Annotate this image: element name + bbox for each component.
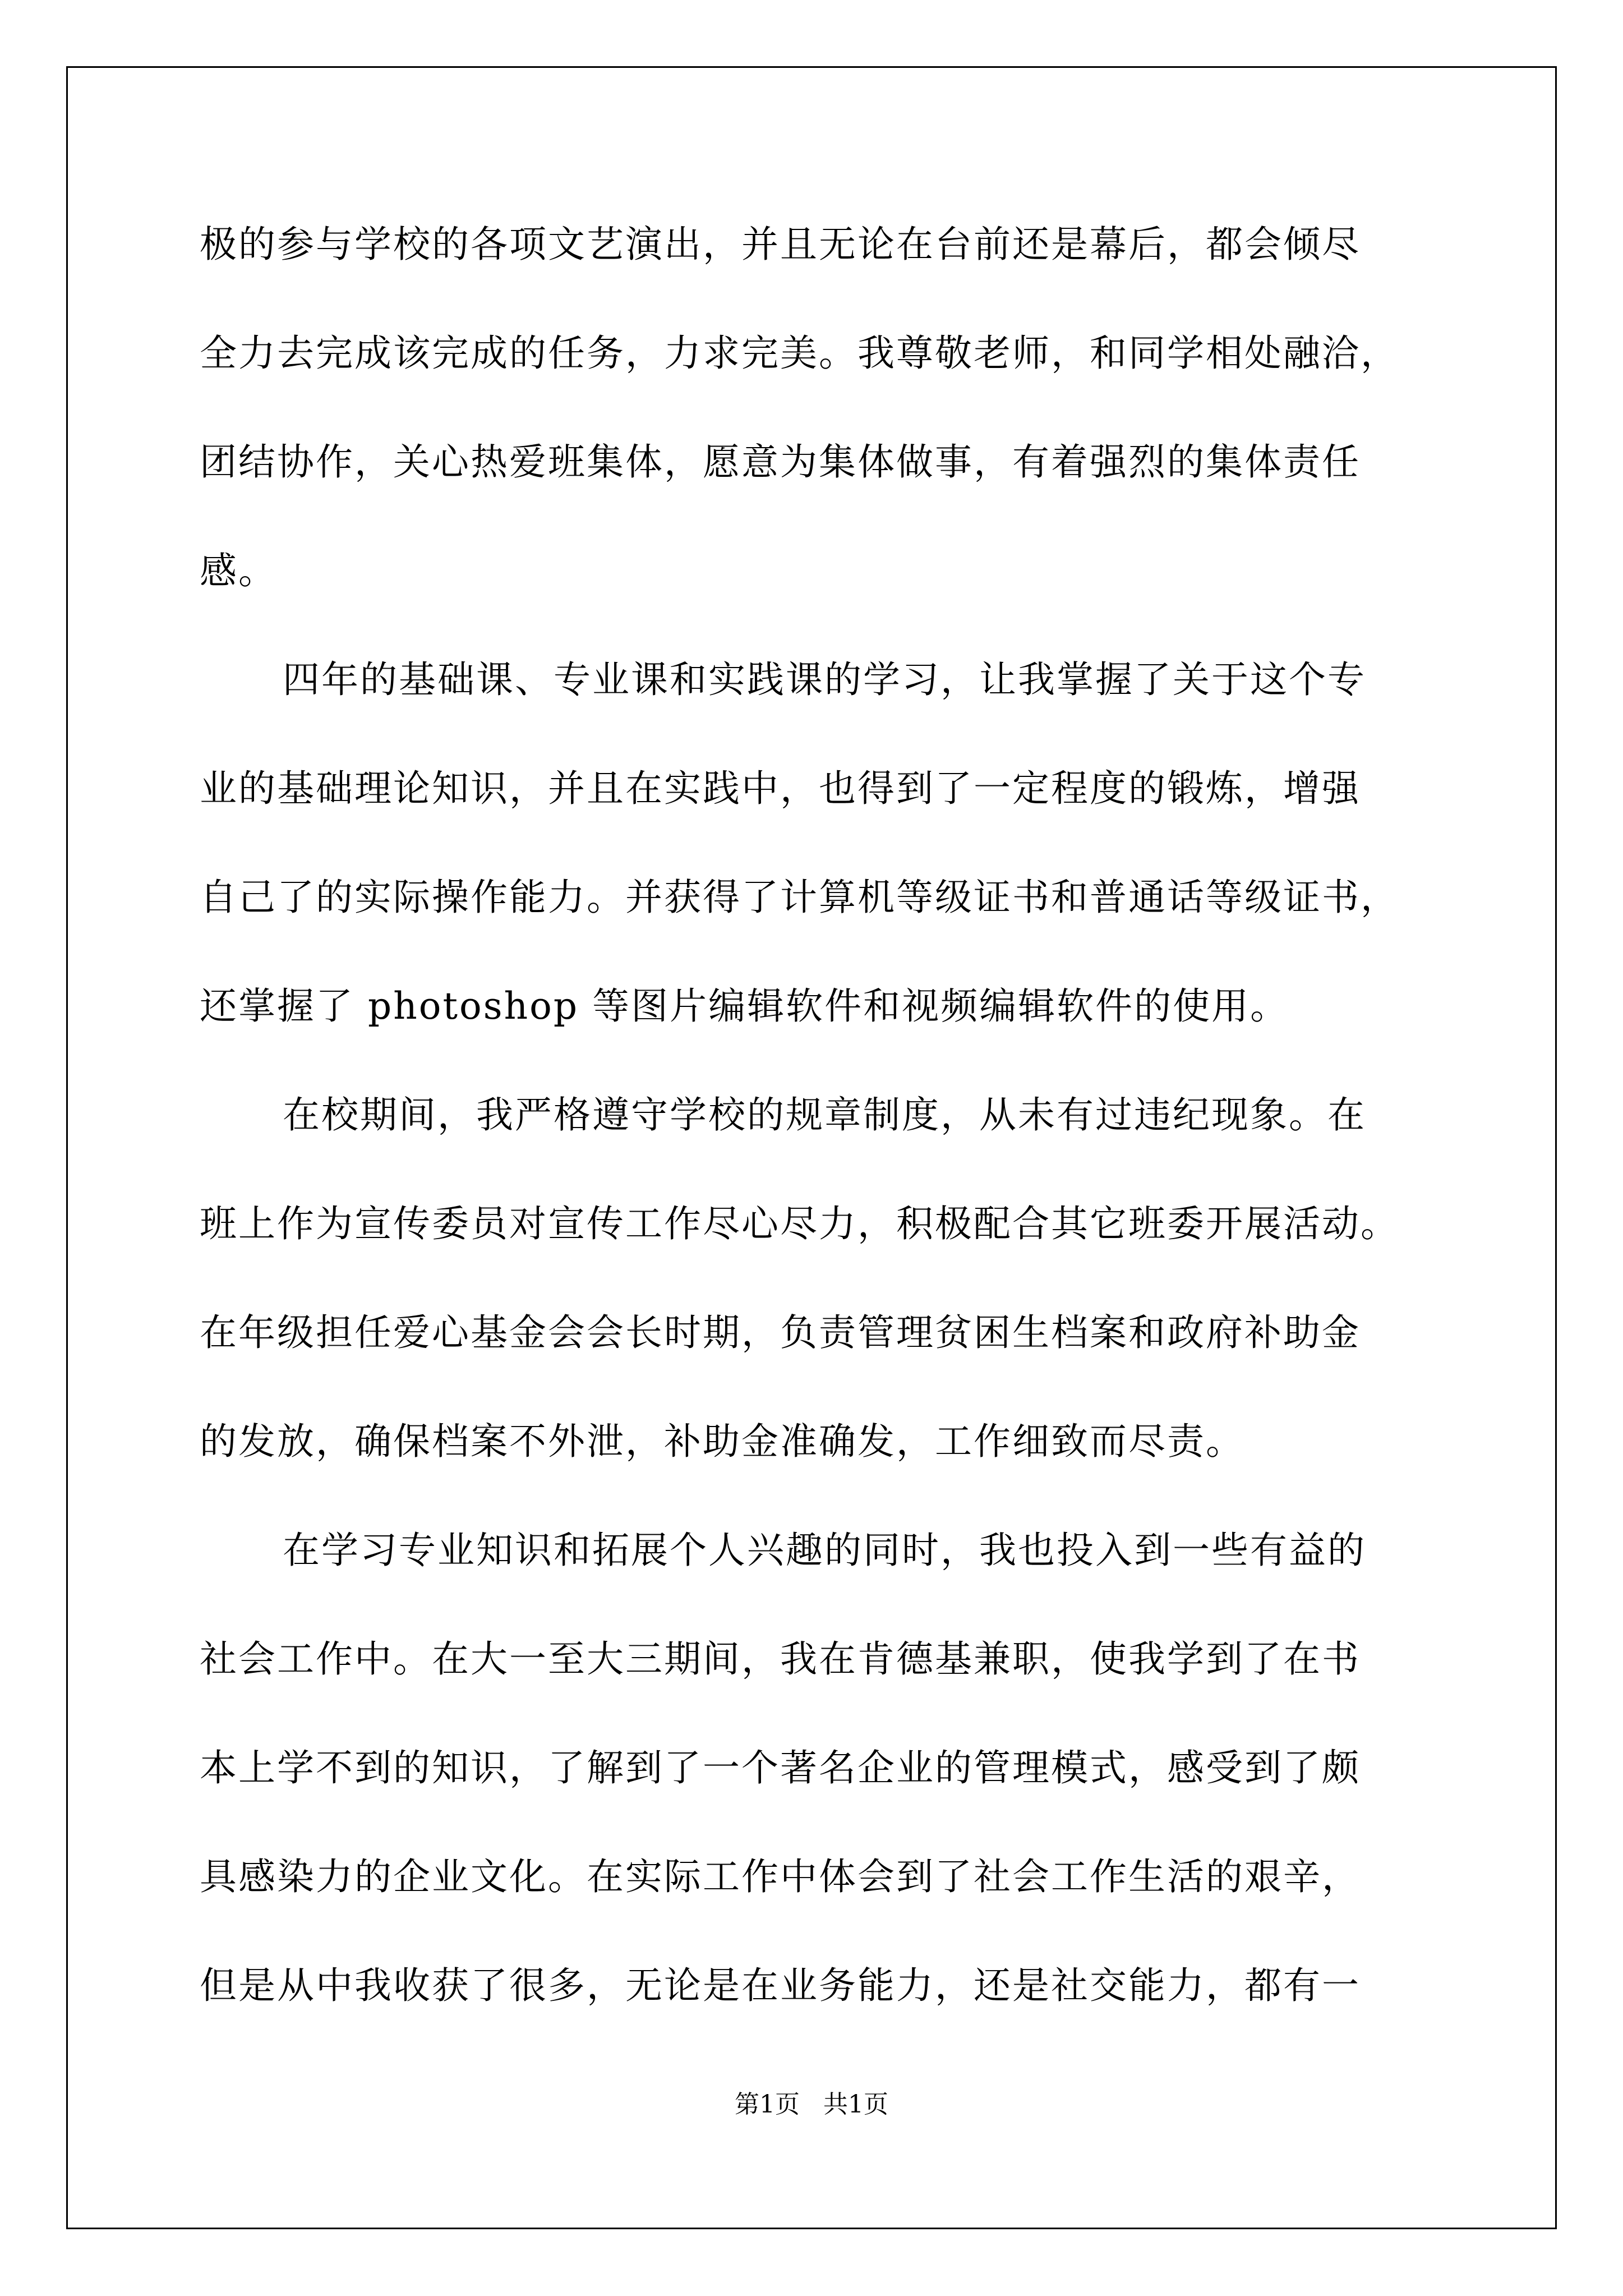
text-line: 的发放，确保档案不外泄，补助金准确发，工作细致而尽责。 <box>200 1420 1244 1463</box>
text-line: 但是从中我收获了很多，无论是在业务能力，还是社交能力，都有一 <box>200 1964 1361 2007</box>
text-line: 班上作为宣传委员对宣传工作尽心尽力，积极配合其它班委开展活动。 <box>200 1202 1399 1245</box>
paragraph-first-line: 在校期间，我严格遵守学校的规章制度，从未有过违纪现象。在 <box>283 1093 1366 1137</box>
text-line: 自己了的实际操作能力。并获得了计算机等级证书和普通话等级证书， <box>200 876 1399 919</box>
text-line: 社会工作中。在大一至大三期间，我在肯德基兼职，使我学到了在书 <box>200 1637 1361 1681</box>
text-line: 极的参与学校的各项文艺演出，并且无论在台前还是幕后，都会倾尽 <box>200 223 1361 266</box>
text-line: 业的基础理论知识，并且在实践中，也得到了一定程度的锻炼，增强 <box>200 767 1361 810</box>
page-border <box>66 66 1557 2229</box>
text-line: 具感染力的企业文化。在实际工作中体会到了社会工作生活的艰辛， <box>200 1855 1361 1898</box>
text-line: 感。 <box>200 549 277 592</box>
text-line: 全力去完成该完成的任务，力求完美。我尊敬老师，和同学相处融洽， <box>200 332 1399 375</box>
text-line: 还掌握了 photoshop 等图片编辑软件和视频编辑软件的使用。 <box>200 984 1289 1028</box>
text-line: 本上学不到的知识，了解到了一个著名企业的管理模式，感受到了颇 <box>200 1746 1361 1789</box>
paragraph-first-line: 在学习专业知识和拓展个人兴趣的同时，我也投入到一些有益的 <box>283 1529 1366 1572</box>
page-number-footer: 第1页 共1页 <box>735 2090 888 2119</box>
paragraph-first-line: 四年的基础课、专业课和实践课的学习，让我掌握了关于这个专 <box>283 658 1366 701</box>
text-line: 团结协作，关心热爱班集体，愿意为集体做事，有着强烈的集体责任 <box>200 440 1361 484</box>
text-line: 在年级担任爱心基金会会长时期，负责管理贫困生档案和政府补助金 <box>200 1311 1361 1354</box>
